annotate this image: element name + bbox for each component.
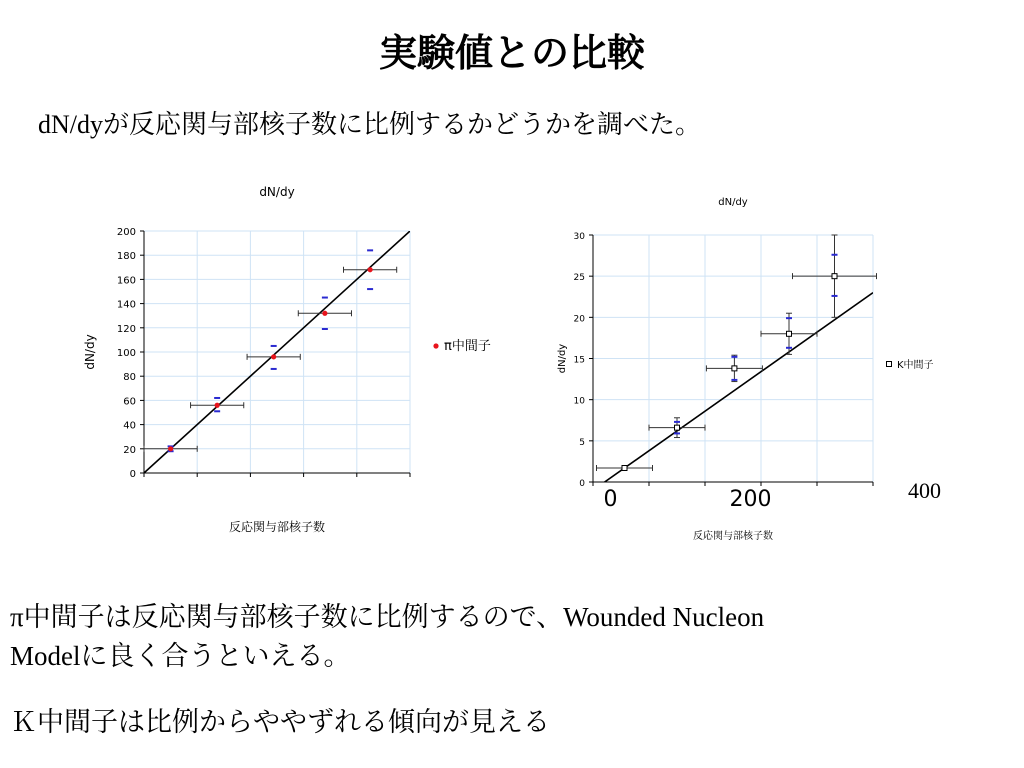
x-axis-label: 反応関与部核子数 — [693, 531, 773, 542]
kaon-chart-extra-xtick: 400 — [908, 478, 941, 503]
x-tick-label: 200 — [729, 487, 772, 512]
y-tick-label: 25 — [573, 273, 585, 284]
data-point — [271, 354, 276, 359]
y-tick-label: 15 — [573, 355, 585, 366]
y-tick-label: 20 — [573, 314, 585, 325]
note-kaon: Ｋ中間子は比例からややずれる傾向が見える — [10, 707, 550, 738]
legend-marker — [887, 362, 892, 367]
fit-line — [593, 293, 873, 491]
y-tick-label: 200 — [116, 227, 136, 238]
y-tick-label: 140 — [116, 299, 136, 311]
note-pion-wounded-nucleon: Wounded Nucleon — [563, 602, 765, 632]
y-tick-label: 80 — [123, 372, 136, 384]
x-tick-label: 0 — [603, 487, 618, 512]
legend-marker — [433, 343, 438, 348]
data-point — [368, 267, 373, 272]
y-tick-label: 20 — [123, 444, 136, 456]
subtitle-text: が反応関与部核子数に比例するかどうかを調べた。 — [103, 110, 702, 140]
y-axis-label: dN/dy — [83, 334, 97, 370]
data-point — [732, 366, 737, 371]
y-tick-label: 120 — [116, 323, 136, 335]
y-tick-label: 0 — [579, 479, 585, 489]
kaon-chart — [553, 190, 953, 560]
note-pion-model: Model — [10, 641, 81, 671]
y-tick-label: 60 — [123, 396, 136, 408]
legend-label: π中間子 — [444, 339, 491, 354]
y-tick-label: 40 — [123, 420, 136, 432]
y-tick-label: 100 — [116, 348, 136, 359]
subtitle-dndy: dN/dy — [38, 110, 103, 139]
data-point — [832, 274, 837, 279]
note-pion-text2: に良く合うといえる。 — [80, 641, 351, 672]
legend-label: K中間子 — [897, 360, 934, 371]
note-pion-text1: 中間子は反応関与部核子数に比例するので、 — [23, 602, 564, 633]
data-point — [787, 331, 792, 336]
y-tick-label: 160 — [116, 275, 136, 287]
slide-subtitle — [38, 104, 701, 141]
chart-title: dN/dy — [259, 185, 295, 199]
y-tick-label: 0 — [129, 469, 136, 480]
y-tick-label: 180 — [116, 251, 136, 263]
note-pion-pi: π — [10, 602, 24, 632]
data-point — [675, 425, 680, 430]
note-pion — [10, 598, 1010, 676]
y-tick-label: 30 — [573, 232, 585, 242]
data-point — [168, 446, 173, 451]
slide-title: 実験値との比較 — [378, 31, 645, 75]
data-point — [622, 466, 627, 471]
y-tick-label: 10 — [573, 396, 585, 407]
y-axis-label: dN/dy — [557, 343, 568, 374]
x-axis-label: 反応関与部核子数 — [228, 520, 326, 534]
chart-title: dN/dy — [718, 197, 748, 208]
pion-chart — [80, 180, 491, 540]
y-tick-label: 5 — [579, 437, 585, 448]
data-point — [215, 403, 220, 408]
data-point — [322, 311, 327, 316]
